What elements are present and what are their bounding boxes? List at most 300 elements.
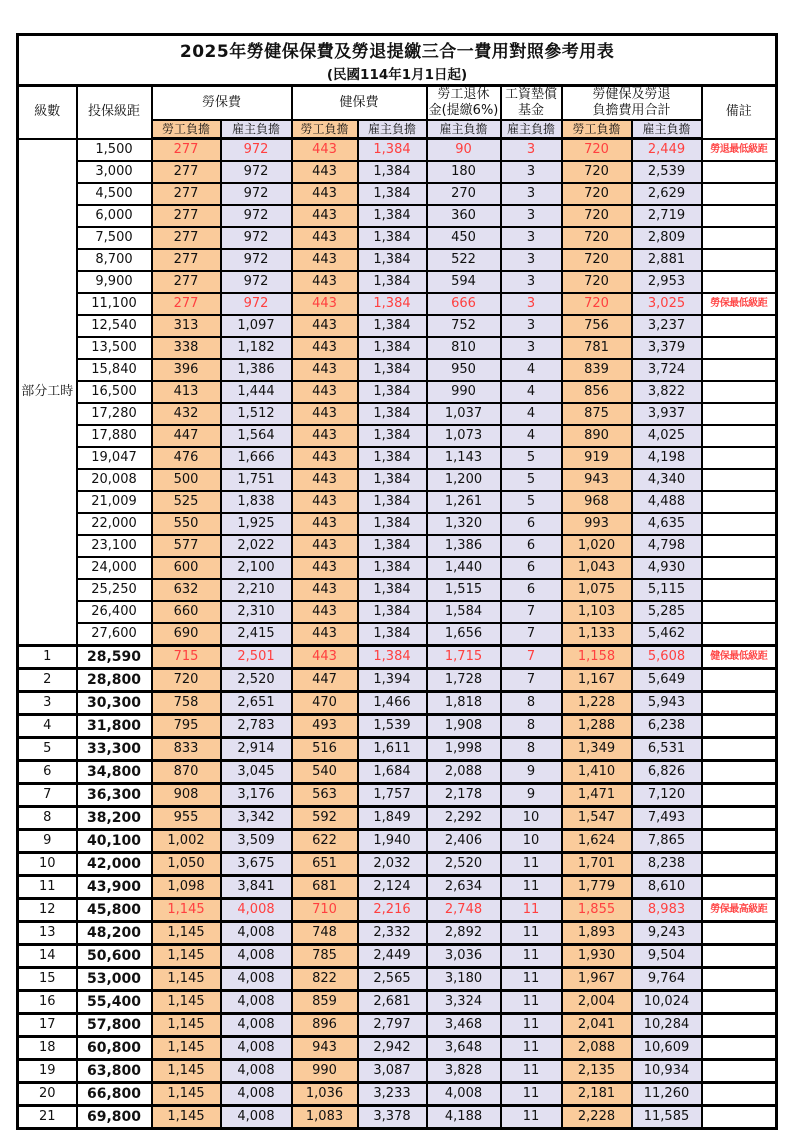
total-label-line1: 勞健保及勞退	[592, 87, 671, 102]
cell-health-employer: 2,565	[358, 968, 427, 991]
cell-health-employee: 443	[292, 205, 358, 227]
cell-level: 20	[18, 1083, 77, 1106]
cell-health-employer: 1,539	[358, 715, 427, 738]
cell-labor-employee: 1,002	[152, 830, 221, 853]
cell-level: 9	[18, 830, 77, 853]
cell-wage-fund-employer: 3	[501, 337, 562, 359]
cell-level: 5	[18, 738, 77, 761]
cell-labor-employer: 3,675	[221, 853, 292, 876]
cell-bracket: 55,400	[77, 991, 152, 1014]
cell-wage-fund-employer: 11	[501, 1083, 562, 1106]
cell-labor-employer: 2,310	[221, 601, 292, 623]
cell-total-employer: 5,608	[632, 646, 702, 669]
cell-labor-employer: 2,210	[221, 579, 292, 601]
cell-health-employer: 1,384	[358, 601, 427, 623]
cell-labor-employer: 1,386	[221, 359, 292, 381]
cell-health-employee: 443	[292, 403, 358, 425]
cell-labor-employer: 2,415	[221, 623, 292, 646]
col-header-wage-fund	[501, 86, 562, 121]
cell-level: 19	[18, 1060, 77, 1083]
cell-wage-fund-employer: 11	[501, 876, 562, 899]
cell-level: 10	[18, 853, 77, 876]
cell-total-employer: 7,493	[632, 807, 702, 830]
cell-total-employee: 1,020	[562, 535, 632, 557]
col-header-health-insurance: 健保費	[292, 86, 427, 121]
cell-labor-employee: 277	[152, 271, 221, 293]
part-time-row	[18, 491, 777, 513]
cell-total-employee: 1,855	[562, 899, 632, 922]
level-row	[18, 922, 777, 945]
cell-note	[702, 761, 777, 784]
level-row	[18, 876, 777, 899]
cell-level: 1	[18, 646, 77, 669]
level-row	[18, 738, 777, 761]
cell-health-employee: 443	[292, 359, 358, 381]
cell-wage-fund-employer: 11	[501, 1060, 562, 1083]
cell-health-employer: 2,942	[358, 1037, 427, 1060]
cell-health-employee: 443	[292, 557, 358, 579]
cell-total-employee: 1,967	[562, 968, 632, 991]
part-time-row	[18, 271, 777, 293]
cell-labor-employee: 447	[152, 425, 221, 447]
cell-bracket: 45,800	[77, 899, 152, 922]
cell-labor-employer: 1,182	[221, 337, 292, 359]
cell-labor-employer: 1,751	[221, 469, 292, 491]
cell-total-employer: 6,826	[632, 761, 702, 784]
cell-note	[702, 968, 777, 991]
cell-pension-employer: 1,386	[427, 535, 501, 557]
part-time-row	[18, 359, 777, 381]
cell-health-employer: 2,124	[358, 876, 427, 899]
cell-bracket: 33,300	[77, 738, 152, 761]
cell-labor-employee: 1,145	[152, 991, 221, 1014]
cell-labor-employer: 3,841	[221, 876, 292, 899]
level-row	[18, 669, 777, 692]
cell-health-employer: 1,384	[358, 535, 427, 557]
col-header-labor-insurance: 勞保費	[152, 86, 292, 121]
cell-note	[702, 183, 777, 205]
cell-total-employee: 1,133	[562, 623, 632, 646]
cell-total-employee: 1,410	[562, 761, 632, 784]
cell-labor-employer: 3,342	[221, 807, 292, 830]
cell-total-employee: 1,167	[562, 669, 632, 692]
cell-labor-employee: 577	[152, 535, 221, 557]
cell-bracket: 21,009	[77, 491, 152, 513]
cell-health-employer: 1,684	[358, 761, 427, 784]
cell-labor-employer: 4,008	[221, 968, 292, 991]
cell-wage-fund-employer: 3	[501, 183, 562, 205]
cell-health-employer: 1,384	[358, 227, 427, 249]
cell-bracket: 13,500	[77, 337, 152, 359]
cell-pension-employer: 2,292	[427, 807, 501, 830]
col-header-pension	[427, 86, 501, 121]
cell-labor-employer: 972	[221, 183, 292, 205]
cell-pension-employer: 1,200	[427, 469, 501, 491]
cell-wage-fund-employer: 5	[501, 447, 562, 469]
level-row	[18, 899, 777, 922]
cell-total-employer: 8,238	[632, 853, 702, 876]
cell-labor-employee: 795	[152, 715, 221, 738]
cell-note	[702, 1083, 777, 1106]
cell-pension-employer: 4,008	[427, 1083, 501, 1106]
cell-note	[702, 1014, 777, 1037]
cell-note	[702, 715, 777, 738]
cell-pension-employer: 1,440	[427, 557, 501, 579]
level-row	[18, 807, 777, 830]
cell-health-employer: 2,681	[358, 991, 427, 1014]
cell-labor-employer: 972	[221, 227, 292, 249]
part-time-row	[18, 161, 777, 183]
col-header-bracket: 投保級距	[77, 86, 152, 139]
cell-total-employee: 890	[562, 425, 632, 447]
cell-health-employee: 943	[292, 1037, 358, 1060]
cell-note	[702, 271, 777, 293]
cell-labor-employer: 1,097	[221, 315, 292, 337]
cell-labor-employee: 1,145	[152, 945, 221, 968]
cell-wage-fund-employer: 9	[501, 784, 562, 807]
cell-pension-employer: 666	[427, 293, 501, 315]
part-time-row	[18, 601, 777, 623]
cell-labor-employer: 4,008	[221, 922, 292, 945]
pension-label-line2: 金(提繳6%)	[428, 103, 499, 118]
cell-total-employee: 2,041	[562, 1014, 632, 1037]
cell-total-employer: 11,585	[632, 1106, 702, 1129]
cell-labor-employer: 1,512	[221, 403, 292, 425]
cell-health-employer: 2,332	[358, 922, 427, 945]
cell-labor-employer: 4,008	[221, 1014, 292, 1037]
cell-health-employee: 443	[292, 535, 358, 557]
part-time-row	[18, 535, 777, 557]
cell-wage-fund-employer: 6	[501, 513, 562, 535]
cell-labor-employer: 2,783	[221, 715, 292, 738]
cell-labor-employer: 4,008	[221, 1037, 292, 1060]
cell-health-employee: 443	[292, 183, 358, 205]
level-row	[18, 784, 777, 807]
level-row	[18, 715, 777, 738]
cell-labor-employee: 313	[152, 315, 221, 337]
cell-wage-fund-employer: 3	[501, 271, 562, 293]
col-header-level: 級數	[18, 86, 77, 139]
cell-note	[702, 830, 777, 853]
cell-total-employee: 1,930	[562, 945, 632, 968]
cell-wage-fund-employer: 10	[501, 830, 562, 853]
cell-labor-employer: 2,501	[221, 646, 292, 669]
cell-level: 11	[18, 876, 77, 899]
cell-note	[702, 692, 777, 715]
cell-health-employee: 443	[292, 293, 358, 315]
header-group-row	[18, 86, 777, 121]
cell-pension-employer: 2,520	[427, 853, 501, 876]
cell-labor-employee: 833	[152, 738, 221, 761]
cell-note	[702, 601, 777, 623]
cell-health-employee: 748	[292, 922, 358, 945]
cell-bracket: 6,000	[77, 205, 152, 227]
cell-total-employer: 3,724	[632, 359, 702, 381]
cell-wage-fund-employer: 8	[501, 692, 562, 715]
cell-note	[702, 784, 777, 807]
cell-health-employer: 1,384	[358, 469, 427, 491]
cell-labor-employee: 432	[152, 403, 221, 425]
cell-bracket: 19,047	[77, 447, 152, 469]
cell-total-employee: 1,228	[562, 692, 632, 715]
cell-note	[702, 853, 777, 876]
cell-health-employee: 443	[292, 601, 358, 623]
cell-labor-employer: 972	[221, 249, 292, 271]
cell-total-employee: 839	[562, 359, 632, 381]
cell-level: 8	[18, 807, 77, 830]
level-row	[18, 945, 777, 968]
subheader-pension-employer: 雇主負擔	[427, 120, 501, 139]
cell-pension-employer: 270	[427, 183, 501, 205]
cell-health-employer: 1,940	[358, 830, 427, 853]
premium-reference-table	[16, 33, 778, 1130]
cell-health-employer: 1,384	[358, 579, 427, 601]
cell-total-employee: 1,075	[562, 579, 632, 601]
cell-bracket: 25,250	[77, 579, 152, 601]
cell-wage-fund-employer: 9	[501, 761, 562, 784]
cell-level: 4	[18, 715, 77, 738]
cell-pension-employer: 3,324	[427, 991, 501, 1014]
cell-labor-employee: 277	[152, 293, 221, 315]
page-subtitle: (民國114年1月1日起)	[326, 67, 468, 83]
cell-health-employee: 447	[292, 669, 358, 692]
cell-health-employer: 1,384	[358, 205, 427, 227]
cell-health-employer: 1,611	[358, 738, 427, 761]
cell-total-employee: 720	[562, 249, 632, 271]
cell-labor-employee: 660	[152, 601, 221, 623]
cell-health-employer: 1,384	[358, 425, 427, 447]
cell-total-employer: 10,284	[632, 1014, 702, 1037]
cell-wage-fund-employer: 6	[501, 535, 562, 557]
cell-bracket: 36,300	[77, 784, 152, 807]
cell-wage-fund-employer: 4	[501, 359, 562, 381]
cell-pension-employer: 2,088	[427, 761, 501, 784]
cell-health-employee: 443	[292, 337, 358, 359]
subheader-total-employee: 勞工負擔	[562, 120, 632, 139]
cell-level: 6	[18, 761, 77, 784]
cell-bracket: 53,000	[77, 968, 152, 991]
level-row	[18, 991, 777, 1014]
wage-fund-label-line2: 基金	[517, 103, 544, 118]
cell-health-employee: 516	[292, 738, 358, 761]
cell-bracket: 26,400	[77, 601, 152, 623]
cell-labor-employee: 550	[152, 513, 221, 535]
cell-pension-employer: 752	[427, 315, 501, 337]
cell-wage-fund-employer: 4	[501, 425, 562, 447]
cell-labor-employee: 338	[152, 337, 221, 359]
cell-total-employer: 8,610	[632, 876, 702, 899]
cell-health-employee: 443	[292, 315, 358, 337]
cell-labor-employer: 4,008	[221, 991, 292, 1014]
cell-pension-employer: 1,261	[427, 491, 501, 513]
cell-labor-employee: 525	[152, 491, 221, 513]
cell-wage-fund-employer: 5	[501, 469, 562, 491]
cell-labor-employer: 3,509	[221, 830, 292, 853]
cell-total-employer: 4,340	[632, 469, 702, 491]
cell-health-employer: 2,797	[358, 1014, 427, 1037]
cell-total-employer: 4,198	[632, 447, 702, 469]
cell-bracket: 15,840	[77, 359, 152, 381]
cell-health-employee: 822	[292, 968, 358, 991]
cell-bracket: 24,000	[77, 557, 152, 579]
part-time-row	[18, 249, 777, 271]
cell-labor-employee: 1,145	[152, 1106, 221, 1129]
cell-labor-employer: 1,444	[221, 381, 292, 403]
cell-level: 12	[18, 899, 77, 922]
cell-bracket: 48,200	[77, 922, 152, 945]
cell-total-employer: 5,115	[632, 579, 702, 601]
cell-pension-employer: 3,648	[427, 1037, 501, 1060]
cell-total-employee: 1,779	[562, 876, 632, 899]
cell-health-employer: 1,384	[358, 249, 427, 271]
cell-labor-employer: 1,564	[221, 425, 292, 447]
cell-total-employee: 1,471	[562, 784, 632, 807]
cell-total-employee: 1,103	[562, 601, 632, 623]
cell-note	[702, 205, 777, 227]
cell-wage-fund-employer: 8	[501, 738, 562, 761]
cell-health-employee: 443	[292, 447, 358, 469]
cell-pension-employer: 950	[427, 359, 501, 381]
cell-health-employer: 1,384	[358, 359, 427, 381]
cell-health-employee: 443	[292, 491, 358, 513]
cell-labor-employee: 720	[152, 669, 221, 692]
cell-bracket: 16,500	[77, 381, 152, 403]
cell-wage-fund-employer: 10	[501, 807, 562, 830]
level-row	[18, 1014, 777, 1037]
part-time-row	[18, 183, 777, 205]
cell-note	[702, 1060, 777, 1083]
cell-labor-employee: 1,145	[152, 1083, 221, 1106]
cell-labor-employee: 1,145	[152, 968, 221, 991]
cell-wage-fund-employer: 6	[501, 579, 562, 601]
cell-health-employee: 443	[292, 646, 358, 669]
cell-total-employee: 968	[562, 491, 632, 513]
level-row	[18, 1060, 777, 1083]
cell-total-employer: 10,024	[632, 991, 702, 1014]
cell-total-employer: 10,934	[632, 1060, 702, 1083]
cell-pension-employer: 990	[427, 381, 501, 403]
cell-total-employer: 3,379	[632, 337, 702, 359]
level-row	[18, 1037, 777, 1060]
cell-total-employee: 720	[562, 293, 632, 315]
level-row	[18, 1106, 777, 1129]
cell-bracket: 1,500	[77, 139, 152, 162]
cell-health-employer: 1,384	[358, 646, 427, 669]
cell-labor-employee: 955	[152, 807, 221, 830]
cell-labor-employer: 972	[221, 139, 292, 162]
cell-wage-fund-employer: 7	[501, 646, 562, 669]
cell-health-employee: 651	[292, 853, 358, 876]
cell-note	[702, 469, 777, 491]
cell-health-employer: 1,384	[358, 315, 427, 337]
cell-total-employer: 11,260	[632, 1083, 702, 1106]
cell-health-employer: 1,384	[358, 557, 427, 579]
cell-bracket: 12,540	[77, 315, 152, 337]
cell-health-employer: 1,384	[358, 623, 427, 646]
cell-total-employer: 3,822	[632, 381, 702, 403]
cell-level: 17	[18, 1014, 77, 1037]
cell-total-employer: 5,943	[632, 692, 702, 715]
cell-pension-employer: 810	[427, 337, 501, 359]
cell-note	[702, 579, 777, 601]
cell-bracket: 4,500	[77, 183, 152, 205]
cell-labor-employee: 632	[152, 579, 221, 601]
cell-health-employer: 3,378	[358, 1106, 427, 1129]
cell-health-employee: 443	[292, 469, 358, 491]
cell-pension-employer: 1,073	[427, 425, 501, 447]
table-body	[18, 139, 777, 1129]
level-row	[18, 853, 777, 876]
cell-bracket: 42,000	[77, 853, 152, 876]
cell-total-employer: 2,881	[632, 249, 702, 271]
cell-labor-employer: 972	[221, 161, 292, 183]
cell-note	[702, 1037, 777, 1060]
part-time-row	[18, 513, 777, 535]
cell-health-employee: 540	[292, 761, 358, 784]
cell-pension-employer: 1,656	[427, 623, 501, 646]
cell-note	[702, 945, 777, 968]
cell-wage-fund-employer: 5	[501, 491, 562, 513]
cell-bracket: 34,800	[77, 761, 152, 784]
cell-total-employee: 919	[562, 447, 632, 469]
cell-level: 14	[18, 945, 77, 968]
cell-pension-employer: 1,320	[427, 513, 501, 535]
cell-pension-employer: 180	[427, 161, 501, 183]
cell-labor-employer: 4,008	[221, 945, 292, 968]
part-time-row	[18, 557, 777, 579]
cell-note	[702, 359, 777, 381]
cell-note	[702, 623, 777, 646]
cell-health-employer: 3,087	[358, 1060, 427, 1083]
cell-total-employer: 9,764	[632, 968, 702, 991]
cell-labor-employer: 2,022	[221, 535, 292, 557]
cell-pension-employer: 4,188	[427, 1106, 501, 1129]
cell-note	[702, 315, 777, 337]
cell-pension-employer: 3,828	[427, 1060, 501, 1083]
cell-total-employee: 2,004	[562, 991, 632, 1014]
cell-note	[702, 381, 777, 403]
part-time-row	[18, 447, 777, 469]
cell-labor-employer: 972	[221, 205, 292, 227]
cell-wage-fund-employer: 7	[501, 623, 562, 646]
cell-health-employee: 622	[292, 830, 358, 853]
cell-pension-employer: 1,998	[427, 738, 501, 761]
cell-bracket: 30,300	[77, 692, 152, 715]
cell-total-employee: 720	[562, 161, 632, 183]
cell-wage-fund-employer: 6	[501, 557, 562, 579]
cell-labor-employee: 908	[152, 784, 221, 807]
cell-total-employee: 720	[562, 139, 632, 162]
cell-bracket: 3,000	[77, 161, 152, 183]
cell-labor-employee: 277	[152, 139, 221, 162]
cell-health-employee: 563	[292, 784, 358, 807]
cell-total-employee: 1,547	[562, 807, 632, 830]
cell-labor-employer: 2,914	[221, 738, 292, 761]
cell-level: 3	[18, 692, 77, 715]
cell-bracket: 28,800	[77, 669, 152, 692]
cell-wage-fund-employer: 11	[501, 899, 562, 922]
cell-total-employer: 5,285	[632, 601, 702, 623]
cell-wage-fund-employer: 11	[501, 968, 562, 991]
cell-pension-employer: 594	[427, 271, 501, 293]
cell-total-employer: 5,649	[632, 669, 702, 692]
cell-note	[702, 876, 777, 899]
cell-pension-employer: 1,728	[427, 669, 501, 692]
cell-health-employer: 1,384	[358, 513, 427, 535]
cell-note: 健保最低級距	[702, 646, 777, 669]
cell-note	[702, 425, 777, 447]
cell-labor-employee: 277	[152, 205, 221, 227]
